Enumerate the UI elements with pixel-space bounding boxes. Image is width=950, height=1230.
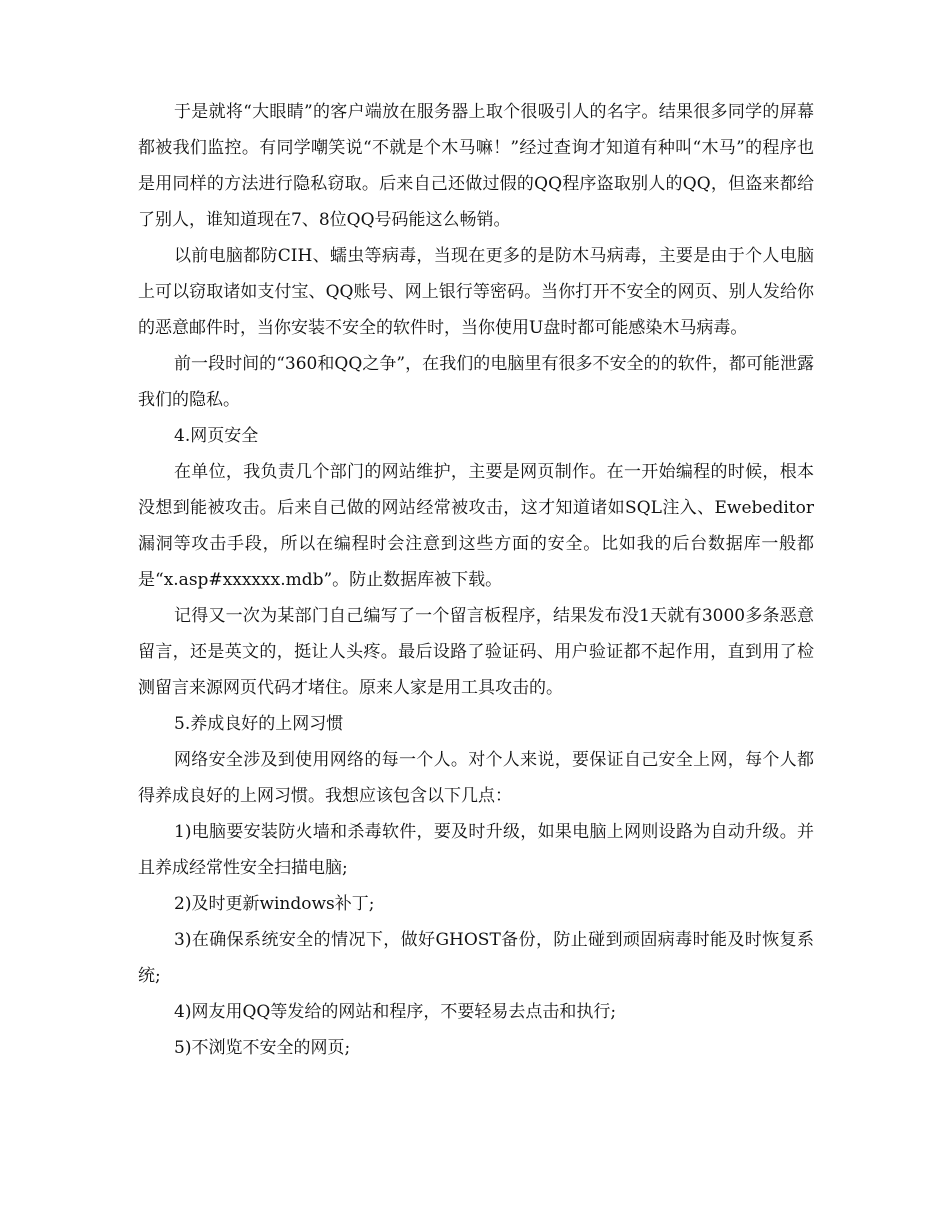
paragraph: 前一段时间的“360和QQ之争”，在我们的电脑里有很多不安全的的软件，都可能泄露我们的隐私。	[138, 354, 814, 410]
paragraph: 网络安全涉及到使用网络的每一个人。对个人来说，要保证自己安全上网，每个人都得养成良好的上网习惯。我想应该包含以下几点：	[138, 750, 814, 806]
paragraph: 以前电脑都防CIH、蠕虫等病毒，当现在更多的是防木马病毒，主要是由于个人电脑上可以窃取诸如支付宝、QQ账号、网上银行等密码。当你打开不安全的网页、别人发给你的恶意邮件时，当你安装不安全的软件时，当你使用U盘时都可能感染木马病毒。	[138, 246, 814, 338]
section-heading-4: 4.网页安全	[174, 426, 259, 446]
document-body	[138, 94, 814, 1066]
paragraph: 记得又一次为某部门自己编写了一个留言板程序，结果发布没1天就有3000多条恶意留言，还是英文的，挺让人头疼。最后设路了验证码、用户验证都不起作用，直到用了检测留言来源网页代码才堵住。原来人家是用工具攻击的。	[138, 606, 814, 698]
section-heading-5: 5.养成良好的上网习惯	[174, 714, 344, 734]
paragraph: 于是就将“大眼睛”的客户端放在服务器上取个很吸引人的名字。结果很多同学的屏幕都被我们监控。有同学嘲笑说“不就是个木马嘛！”经过查询才知道有种叫“木马”的程序也是用同样的方法进行隐私窃取。后来自己还做过假的QQ程序盗取别人的QQ，但盗来都给了别人，谁知道现在7、8位QQ号码能这么畅销。	[138, 102, 814, 230]
list-item: 3)在确保系统安全的情况下，做好GHOST备份，防止碰到顽固病毒时能及时恢复系统;	[138, 930, 814, 986]
paragraph: 在单位，我负责几个部门的网站维护，主要是网页制作。在一开始编程的时候，根本没想到能被攻击。后来自己做的网站经常被攻击，这才知道诸如SQL注入、Ewebeditor漏洞等攻击手段，所以在编程时会注意到这些方面的安全。比如我的后台数据库一般都是“x.asp#xxxxxx.mdb”。防止数据库被下载。	[138, 462, 814, 590]
list-item: 1)电脑要安装防火墙和杀毒软件，要及时升级，如果电脑上网则设路为自动升级。并且养成经常性安全扫描电脑;	[138, 822, 814, 878]
list-item: 5)不浏览不安全的网页;	[174, 1038, 351, 1058]
list-item: 2)及时更新windows补丁;	[174, 894, 375, 914]
list-item: 4)网友用QQ等发给的网站和程序，不要轻易去点击和执行;	[174, 1002, 617, 1022]
